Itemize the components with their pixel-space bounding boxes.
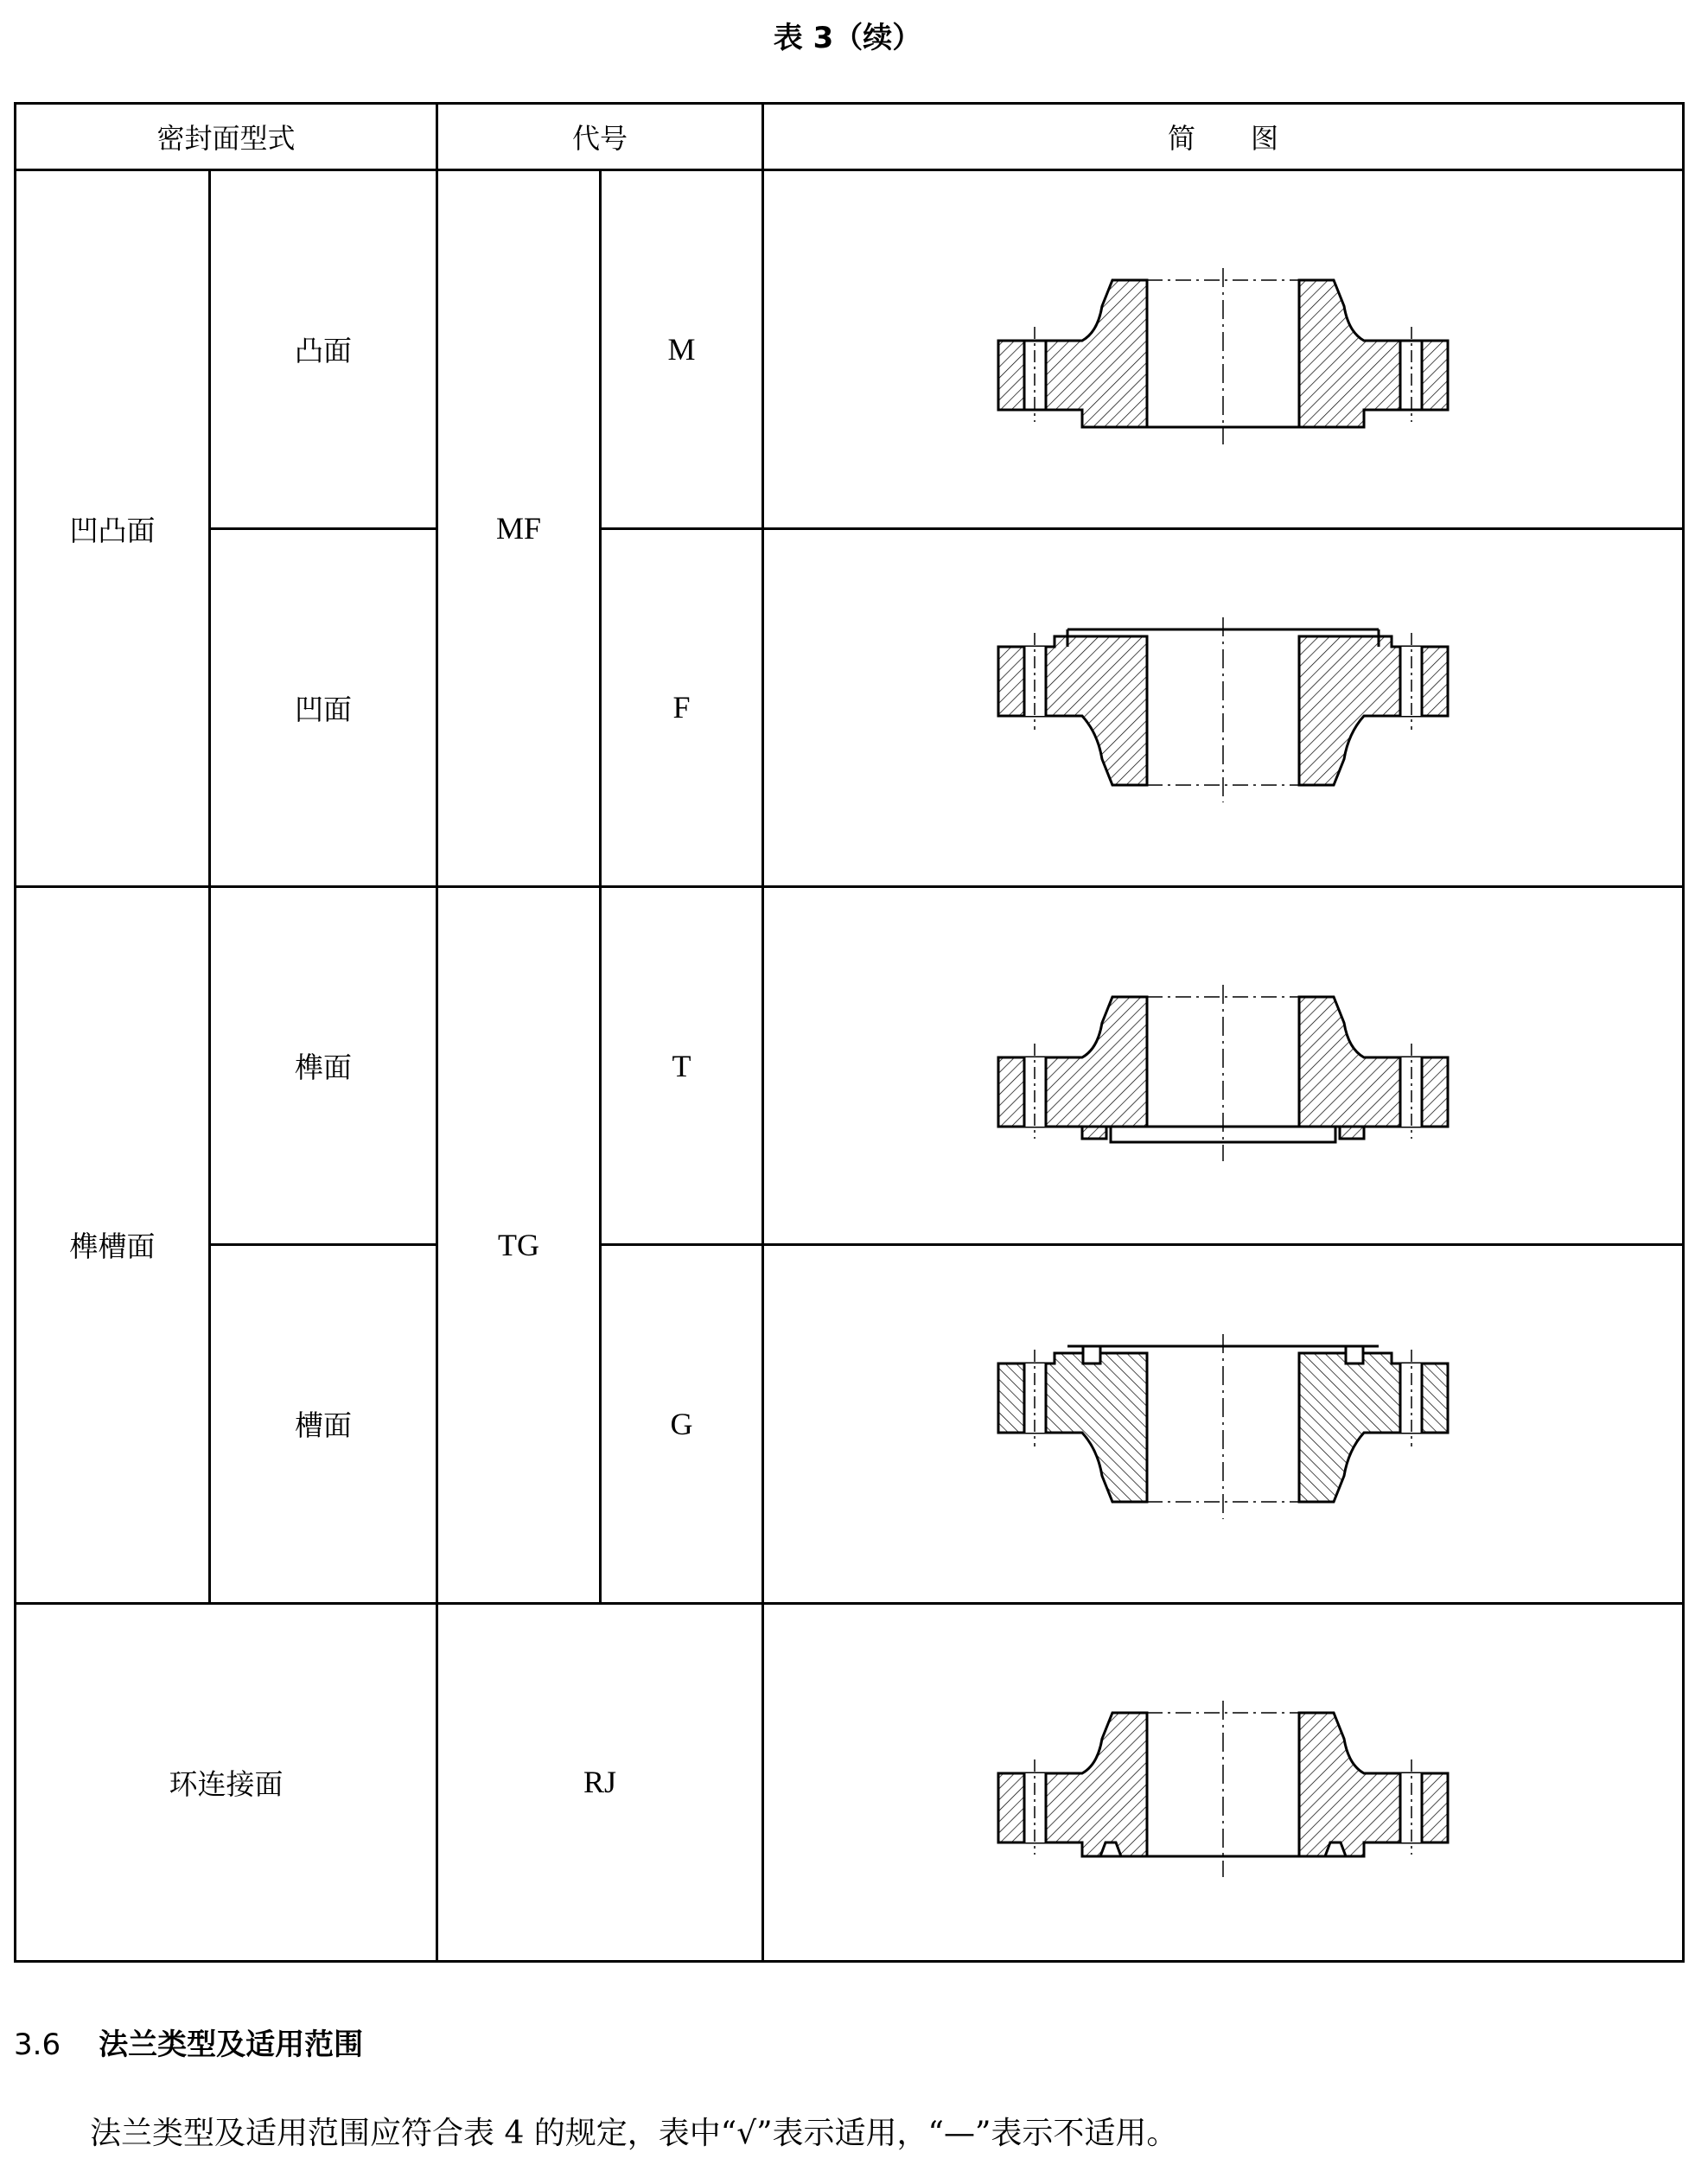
group-code: RJ [583, 1765, 617, 1800]
tongue-face-flange-diagram [964, 954, 1482, 1178]
ring-joint-flange-diagram [964, 1670, 1482, 1894]
face-name: 凹面 [295, 692, 352, 726]
face-code: G [670, 1406, 693, 1441]
face-code-cell [601, 1245, 763, 1603]
face-name: 榫面 [295, 1050, 352, 1085]
sealing-face-table [14, 102, 1682, 1963]
sketch-cell [763, 1603, 1684, 1961]
female-face-flange-diagram [964, 595, 1482, 820]
face-code: F [672, 690, 691, 725]
sketch-cell [763, 1245, 1684, 1603]
section-paragraph: 法兰类型及适用范围应符合表 4 的规定，表中“√”表示适用，“—”表示不适用。 [90, 2116, 1178, 2151]
face-code: T [672, 1048, 691, 1083]
header-sketch: 简 图 [763, 104, 1684, 170]
table-title: 表 3（续） [773, 21, 922, 55]
face-cell [210, 1245, 437, 1603]
header-sealing-face-type: 密封面型式 [16, 104, 437, 170]
face-code-cell [601, 170, 763, 528]
group-name: 榫槽面 [69, 1229, 156, 1264]
group-name: 环连接面 [169, 1766, 284, 1801]
group-name-cell [16, 170, 210, 887]
group-code-cell [437, 1603, 763, 1961]
group-code: MF [496, 511, 542, 546]
face-name: 凸面 [295, 334, 352, 368]
group-name-cell [16, 1603, 437, 1961]
groove-face-flange-diagram [964, 1312, 1482, 1536]
sketch-cell [763, 170, 1684, 528]
section-number: 3.6 [14, 2028, 61, 2062]
header-code: 代号 [437, 104, 763, 170]
group-name: 凹凸面 [69, 513, 156, 547]
group-name-cell [16, 886, 210, 1603]
section-heading [14, 2023, 363, 2066]
face-code-cell [601, 528, 763, 886]
sketch-cell [763, 528, 1684, 886]
group-code-cell [437, 886, 601, 1603]
face-code: M [667, 331, 696, 367]
group-code: TG [498, 1227, 540, 1262]
raised-face-flange-diagram [964, 237, 1482, 462]
face-cell [210, 170, 437, 528]
face-cell [210, 886, 437, 1244]
group-code-cell [437, 170, 601, 887]
face-name: 槽面 [295, 1408, 352, 1443]
sketch-cell [763, 886, 1684, 1244]
section-title: 法兰类型及适用范围 [99, 2028, 364, 2062]
face-cell [210, 528, 437, 886]
face-code-cell [601, 886, 763, 1244]
